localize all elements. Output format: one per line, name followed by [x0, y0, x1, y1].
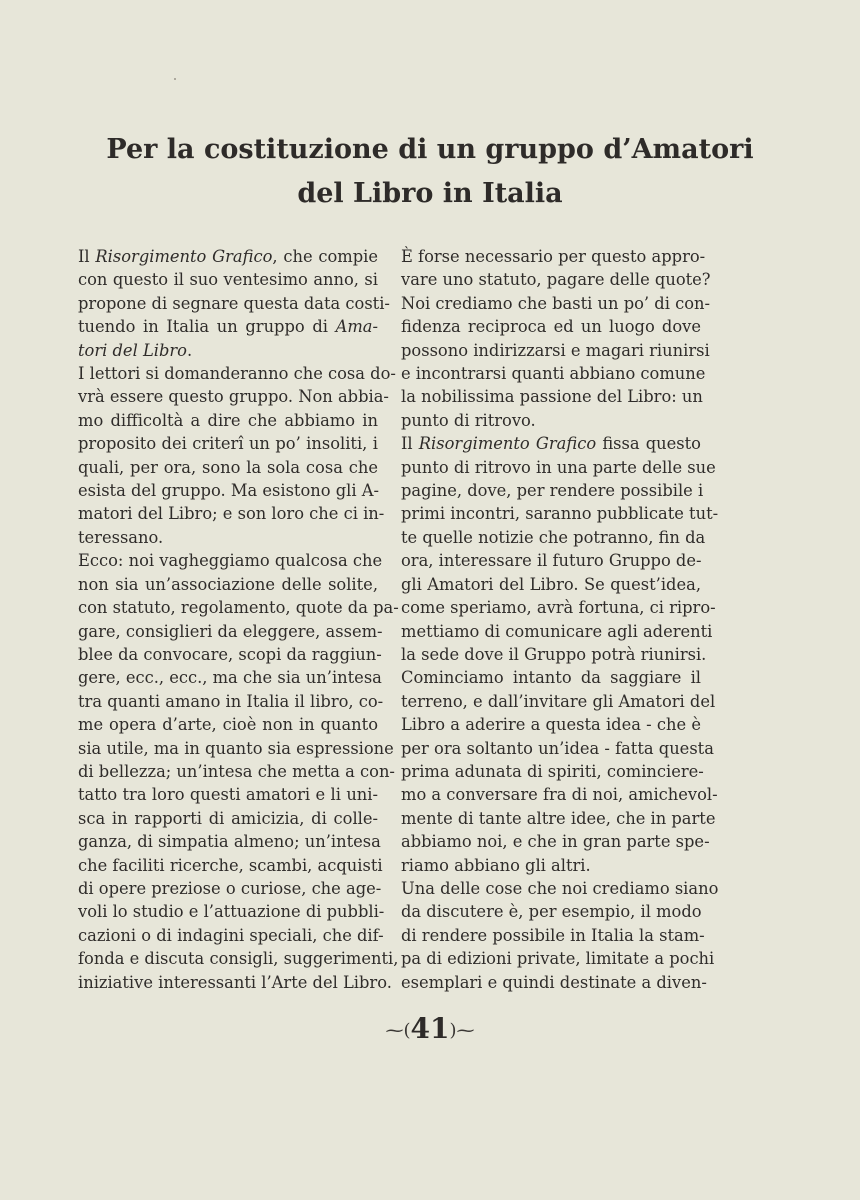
- text-line: pa di edizioni private, limitate a pochi: [401, 949, 715, 969]
- paper-speck: [174, 78, 176, 80]
- text-line: e incontrarsi quanti abbiano comune: [401, 364, 706, 384]
- text-line: propone di segnare questa data costi-: [78, 293, 390, 313]
- text-line: vare uno statuto, pagare delle quote?: [401, 270, 711, 290]
- text-line: primi incontri, saranno pubblicate tut-: [401, 504, 719, 524]
- text-line: sia utile, ma in quanto sia espressione: [78, 738, 394, 758]
- text-line: vrà essere questo gruppo. Non abbia-: [78, 387, 389, 407]
- italic-title: Risorgimento Grafico: [418, 434, 597, 454]
- text-line: sca in rapporti di amicizia, di colle-: [78, 808, 378, 828]
- folio-ornament-left: ⁓(: [385, 1020, 411, 1041]
- text-line: abbiamo noi, e che in gran parte spe-: [401, 832, 710, 852]
- text-line: gli Amatori del Libro. Se quest’idea,: [401, 574, 701, 594]
- text-line: di bellezza; un’intesa che metta a con-: [78, 761, 395, 781]
- text-line: di opere preziose o curiose, che age-: [78, 878, 382, 898]
- text-line: esemplari e quindi destinate a diven-: [401, 972, 707, 992]
- text-line: cazioni o di indagini speciali, che dif-: [78, 925, 384, 945]
- text-line: gere, ecc., ecc., ma che sia un’intesa: [78, 668, 382, 688]
- left-column: [78, 245, 399, 994]
- text-line: gare, consiglieri da eleggere, assem-: [78, 621, 383, 641]
- text-line: con questo il suo ventesimo anno, si: [78, 270, 378, 290]
- text-line: te quelle notizie che potranno, fin da: [401, 527, 706, 547]
- text-line: riamo abbiano gli altri.: [401, 855, 591, 875]
- text-line: Cominciamo intanto da saggiare il: [401, 668, 701, 688]
- text-line: Il Risorgimento Grafico, che compie: [78, 247, 378, 266]
- text-line: matori del Libro; e son loro che ci in-: [78, 504, 385, 524]
- title-line-1: Per la costituzione di un gruppo d’Amatori: [106, 134, 754, 165]
- text-line: che faciliti ricerche, scambi, acquisti: [78, 855, 383, 875]
- text-line: iniziative interessanti l’Arte del Libro.: [78, 972, 392, 992]
- text-line: di rendere possibile in Italia la stam-: [401, 925, 705, 945]
- text-line: punto di ritrovo.: [401, 410, 536, 430]
- text-line: ganza, di simpatia almeno; un’intesa: [78, 832, 381, 852]
- text-line: Libro a aderire a questa idea - che è: [401, 715, 701, 735]
- italic-title: Ama-: [335, 317, 378, 337]
- text-line: possono indirizzarsi e magari riunirsi: [401, 340, 710, 360]
- text-line: come speriamo, avrà fortuna, ci ripro-: [401, 598, 716, 618]
- text-line: Noi crediamo che basti un po’ di con-: [401, 293, 710, 313]
- text-line: Il Risorgimento Grafico fissa questo: [401, 434, 701, 454]
- text-line: Ecco: noi vagheggiamo qualcosa che: [78, 551, 383, 571]
- text-line: È forse necessario per questo appro-: [401, 247, 706, 266]
- folio-ornament-right: )⁓: [449, 1020, 475, 1041]
- text-line: tra quanti amano in Italia il libro, co-: [78, 691, 384, 711]
- italic-title: tori del Libro: [78, 340, 187, 360]
- text-line: mettiamo di comunicare agli aderenti: [401, 621, 713, 641]
- text-line: voli lo studio e l’attuazione di pubbli-: [78, 902, 385, 922]
- text-line: tatto tra loro questi amatori e li uni-: [78, 785, 378, 805]
- text-line: ora, interessare il futuro Gruppo de-: [401, 551, 702, 571]
- text-line: con statuto, regolamento, quote da pa-: [78, 598, 399, 618]
- text-line: punto di ritrovo in una parte delle sue: [401, 457, 716, 477]
- text-line: proposito dei criterî un po’ insoliti, i: [78, 434, 378, 454]
- text-line: quali, per ora, sono la sola cosa che: [78, 457, 378, 477]
- text-line: esista del gruppo. Ma esistono gli A-: [78, 481, 380, 501]
- text-line: terreno, e dall’invitare gli Amatori del: [401, 691, 716, 711]
- text-line: la sede dove il Gruppo potrà riunirsi.: [401, 644, 707, 664]
- page-number-value: 41: [410, 1012, 450, 1045]
- title-line-2: del Libro in Italia: [297, 178, 563, 209]
- text-line: blee da convocare, scopi da raggiun-: [78, 644, 382, 664]
- text-line: da discutere è, per esempio, il modo: [401, 902, 702, 922]
- article-title: [60, 128, 800, 216]
- text-line: tori del Libro.: [78, 340, 193, 360]
- text-line: I lettori si domanderanno che cosa do-: [78, 364, 396, 384]
- text-line: prima adunata di spiriti, comincierе-: [401, 761, 704, 781]
- text-line: non sia un’associazione delle solite,: [78, 574, 378, 594]
- text-line: mente di tante altre idee, che in parte: [401, 808, 716, 828]
- text-line: mo difficoltà a dire che abbiamo in: [78, 410, 378, 430]
- text-line: fidenza reciproca ed un luogo dove: [401, 317, 701, 337]
- text-line: fonda e discuta consigli, suggerimenti,: [78, 949, 399, 969]
- text-line: Una delle cose che noi crediamo siano: [401, 878, 719, 898]
- text-line: tuendo in Italia un gruppo di Ama-: [78, 317, 378, 337]
- italic-title: Risorgimento Grafico: [95, 247, 273, 266]
- text-line: la nobilissima passione del Libro: un: [401, 387, 703, 407]
- right-column: [401, 245, 719, 994]
- text-line: teressano.: [78, 527, 164, 547]
- text-line: per ora soltanto un’idea - fatta questa: [401, 738, 714, 758]
- text-line: mo a conversare fra di noi, amichevol-: [401, 785, 718, 805]
- page-number: [0, 1012, 860, 1045]
- text-line: pagine, dove, per rendere possibile i: [401, 481, 704, 501]
- text-line: me opera d’arte, cioè non in quanto: [78, 715, 378, 735]
